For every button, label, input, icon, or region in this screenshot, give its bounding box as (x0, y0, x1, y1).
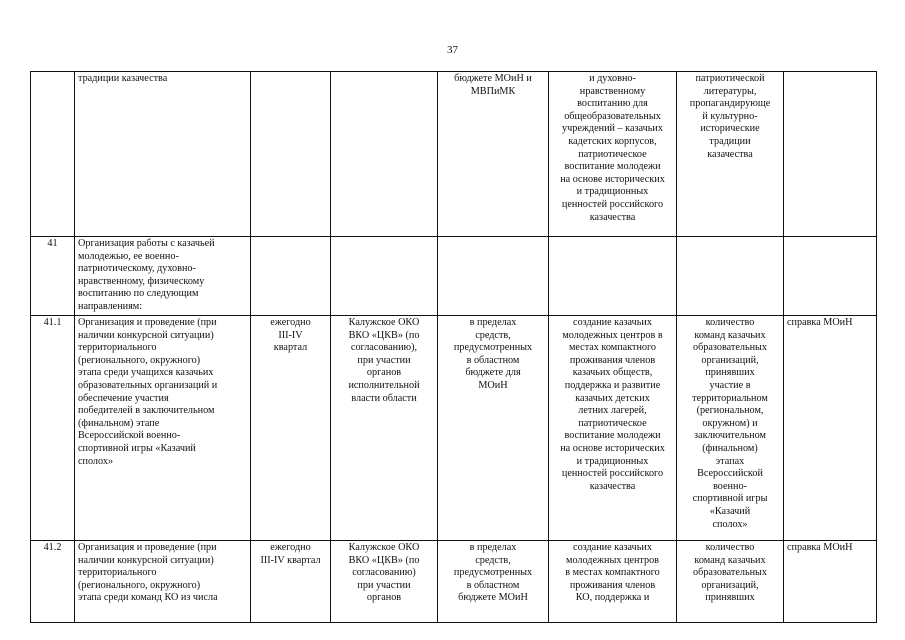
event-name-cell (75, 72, 251, 237)
cell-text-line: нравственному (579, 85, 646, 97)
cell-text-line: местах компактного (568, 342, 657, 354)
cell-text-line: казачества (589, 211, 636, 223)
cell-text-line: и традиционных (576, 455, 649, 467)
cell-text-line: традиции (709, 135, 751, 147)
cell-text-line: Всероссийской (697, 468, 763, 480)
cell-text-line: ежегодно (270, 542, 311, 553)
plan-table (30, 71, 877, 623)
cell-text-line: ценностей российского (561, 198, 664, 210)
cell-text-line: казачьих детских (575, 392, 650, 404)
row-number-cell: 41 (31, 237, 75, 316)
funding-cell (438, 316, 549, 541)
cell-text-line: участие в (709, 379, 751, 391)
cell-text-line: территориального (78, 342, 157, 354)
cell-text-line: воспитание молодежи (564, 430, 661, 442)
cell-text-line: литературы, (703, 85, 757, 97)
cell-text-line: й культурно- (702, 110, 758, 122)
cell-text-line: спортивной игры (692, 493, 768, 505)
cell-text-line: поддержка и развитие (564, 379, 661, 391)
cell-text-line: этапах (715, 455, 745, 467)
cell-text-line: создание казачьих (573, 317, 652, 328)
cell-text-line: Калужское ОКО (348, 317, 420, 328)
cell-text-line: направлениям: (78, 300, 143, 312)
cell-text-line: территориального (78, 567, 157, 579)
cell-text-line: справка МОиН (787, 542, 853, 553)
table-row (31, 316, 877, 541)
cell-text-line: МОиН (478, 379, 508, 391)
cell-text-line: этапа среди учащихся казачьих (78, 367, 214, 379)
cell-text-line: создание казачьих (573, 542, 652, 553)
funding-cell (438, 541, 549, 623)
event-name-cell (75, 237, 251, 316)
cell-text-line: предусмотренных (453, 567, 533, 579)
cell-text-line: квартал (273, 342, 308, 354)
cell-text-line: учреждений – казачьих (562, 123, 663, 135)
report-form-cell (784, 316, 877, 541)
cell-text-line: власти области (351, 392, 417, 404)
cell-text-line: нравственному, физическому (78, 275, 205, 287)
cell-text-line: молодежью, ее военно- (78, 250, 179, 262)
cell-text-line: территориальном (692, 392, 768, 404)
cell-text-line: общеобразовательных (564, 110, 661, 122)
cell-text-line: казачьих обществ, (572, 367, 653, 379)
cell-text-line: предусмотренных (453, 342, 533, 354)
cell-text-line: Всероссийской военно- (78, 430, 181, 442)
executor-cell (331, 72, 438, 237)
table-row (31, 72, 877, 237)
cell-text-line: Организация и проведение (при (78, 317, 217, 328)
cell-text-line: органов (366, 367, 402, 379)
indicator-cell (677, 237, 784, 316)
cell-text-line: согласованию), (350, 342, 418, 354)
plan-table-body (31, 72, 877, 623)
cell-text-line: проживания членов (569, 579, 656, 591)
cell-text-line: (финальном) этапе (78, 417, 160, 429)
report-form-cell (784, 72, 877, 237)
cell-text-line: наличии конкурсной ситуации) (78, 329, 214, 341)
funding-cell (438, 72, 549, 237)
expected-result-cell (549, 316, 677, 541)
cell-text-line: на основе исторических (560, 173, 665, 185)
expected-result-cell (549, 72, 677, 237)
cell-text-line: и духовно- (589, 73, 636, 84)
cell-text-line: проживания членов (569, 354, 656, 366)
cell-text-line: и традиционных (576, 186, 649, 198)
row-number-cell: 41.2 (31, 541, 75, 623)
cell-text-line: согласованию) (352, 567, 416, 579)
cell-text-line: патриотическое (578, 148, 647, 160)
cell-text-line: команд казачьих (694, 554, 766, 566)
cell-text-line: образовательных организаций и (78, 379, 218, 391)
cell-text-line: (регионального, окружного) (78, 579, 201, 591)
row-number-cell (31, 72, 75, 237)
indicator-cell (677, 316, 784, 541)
cell-text-line: молодежных центров в (562, 329, 663, 341)
indicator-cell (677, 72, 784, 237)
cell-text-line: в областном (466, 354, 520, 366)
cell-text-line: исполнительной (348, 379, 420, 391)
cell-text-line: воспитанию по следующим (78, 288, 199, 300)
cell-text-line: образовательных (693, 567, 767, 579)
cell-text-line: традиции казачества (78, 73, 168, 84)
cell-text-line: справка МОиН (787, 317, 853, 328)
term-cell (251, 541, 331, 623)
cell-text-line: кадетских корпусов, (568, 135, 657, 147)
cell-text-line: количество (705, 542, 755, 553)
cell-text-line: казачества (589, 480, 636, 492)
cell-text-line: Калужское ОКО (348, 542, 420, 553)
cell-text-line: (регионального, окружного) (78, 354, 201, 366)
indicator-cell (677, 541, 784, 623)
report-form-cell (784, 237, 877, 316)
cell-text-line: ВКО «ЦКВ» (по (348, 329, 420, 341)
cell-text-line: Организация и проведение (при (78, 542, 217, 553)
cell-text-line: окружном) и (702, 417, 758, 429)
cell-text-line: бюджете МОиН (458, 592, 528, 604)
event-name-cell (75, 316, 251, 541)
cell-text-line: патриотическому, духовно- (78, 263, 196, 275)
cell-text-line: органов (366, 592, 402, 604)
cell-text-line: этапа среди команд КО из числа (78, 592, 218, 604)
cell-text-line: ежегодно (270, 317, 311, 328)
cell-text-line: в пределах (469, 317, 517, 328)
executor-cell (331, 541, 438, 623)
table-row (31, 541, 877, 623)
cell-text-line: ВКО «ЦКВ» (по (348, 554, 420, 566)
cell-text-line: казачества (707, 148, 753, 160)
cell-text-line: организаций, (701, 354, 759, 366)
funding-cell (438, 237, 549, 316)
cell-text-line: спортивной игры «Казачий (78, 442, 196, 454)
cell-text-line: принявших (705, 592, 755, 604)
cell-text-line: в областном (466, 579, 520, 591)
executor-cell (331, 237, 438, 316)
report-form-cell (784, 541, 877, 623)
cell-text-line: бюджете МОиН и (454, 73, 532, 84)
cell-text-line: «Казачий (709, 505, 751, 517)
cell-text-line: в местах компактного (565, 567, 660, 579)
cell-text-line: образовательных (693, 342, 767, 354)
term-cell (251, 72, 331, 237)
cell-text-line: принявших (705, 367, 755, 379)
cell-text-line: молодежных центров (566, 554, 659, 566)
cell-text-line: наличии конкурсной ситуации) (78, 554, 214, 566)
cell-text-line: МВПиМК (470, 85, 516, 97)
cell-text-line: Организация работы с казачьей (78, 238, 215, 249)
cell-text-line: летних лагерей, (578, 405, 647, 417)
cell-text-line: бюджете для (465, 367, 521, 379)
cell-text-line: заключительном (694, 430, 766, 442)
cell-text-line: воспитание молодежи (564, 161, 661, 173)
cell-text-line: исторические (700, 123, 760, 135)
expected-result-cell (549, 541, 677, 623)
cell-text-line: КО, поддержка и (575, 592, 650, 604)
cell-text-line: сполох» (712, 518, 748, 530)
cell-text-line: в пределах (469, 542, 517, 553)
cell-text-line: пропагандирующе (689, 98, 771, 110)
event-name-cell (75, 541, 251, 623)
cell-text-line: ценностей российского (561, 468, 664, 480)
page-number: 37 (447, 44, 458, 56)
cell-text-line: при участии (357, 579, 411, 591)
cell-text-line: на основе исторических (560, 442, 665, 454)
table-row (31, 237, 877, 316)
cell-text-line: количество (705, 317, 755, 328)
cell-text-line: средств, (475, 329, 511, 341)
executor-cell (331, 316, 438, 541)
row-number-cell: 41.1 (31, 316, 75, 541)
cell-text-line: организаций, (701, 579, 759, 591)
cell-text-line: сполох» (78, 455, 114, 467)
cell-text-line: патриотической (695, 73, 765, 84)
expected-result-cell (549, 237, 677, 316)
term-cell (251, 316, 331, 541)
cell-text-line: патриотическое (578, 417, 647, 429)
cell-text-line: команд казачьих (694, 329, 766, 341)
cell-text-line: при участии (357, 354, 411, 366)
cell-text-line: военно- (713, 480, 747, 492)
cell-text-line: III-IV квартал (260, 554, 321, 566)
cell-text-line: победителей в заключительном (78, 405, 215, 417)
cell-text-line: III-IV (278, 329, 303, 341)
term-cell (251, 237, 331, 316)
cell-text-line: (региональном, (696, 405, 764, 417)
cell-text-line: (финальном) (702, 442, 758, 454)
cell-text-line: воспитанию для (577, 98, 648, 110)
cell-text-line: обеспечение участия (78, 392, 169, 404)
cell-text-line: средств, (475, 554, 511, 566)
